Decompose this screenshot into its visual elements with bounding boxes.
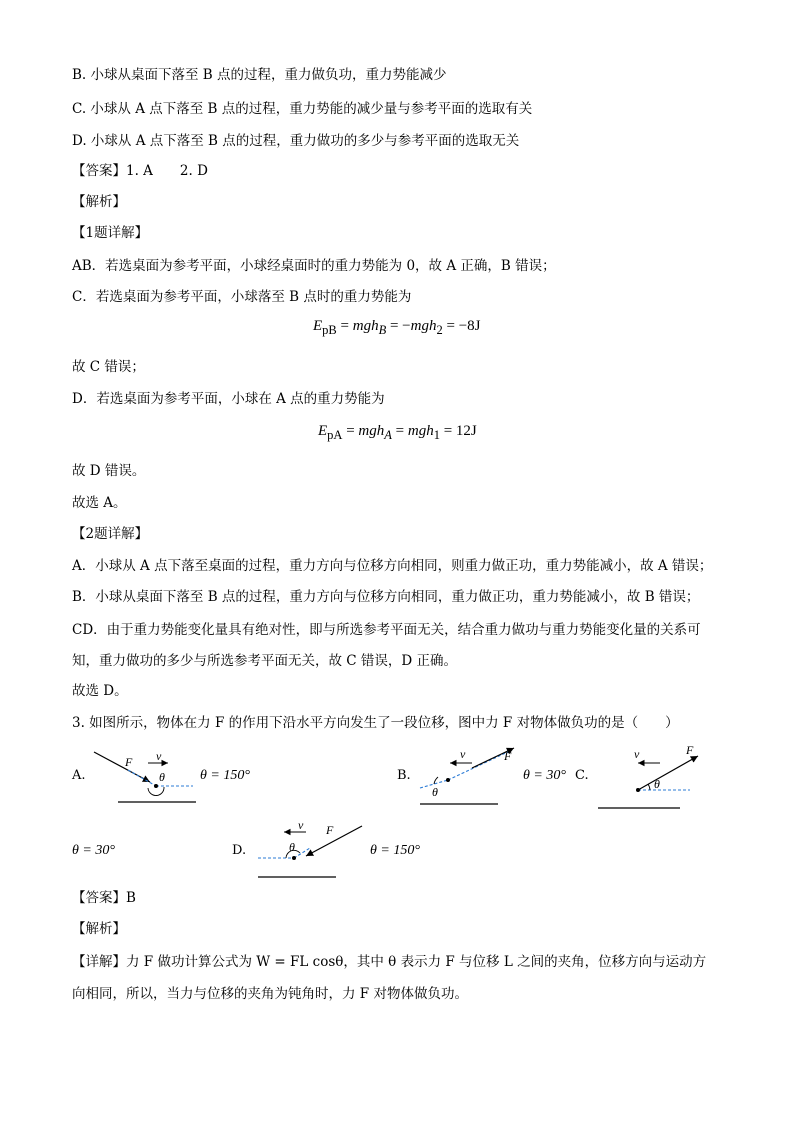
option-c-text: C. 小球从 A 点下落至 B 点的过程，重力势能的减少量与参考平面的选取有关: [72, 101, 533, 117]
q3-answer: 【答案】B: [72, 890, 136, 906]
q1-choice: 故选 A。: [72, 495, 127, 511]
figure-c-label: C.: [575, 768, 589, 783]
q1-ab-text: AB．若选桌面为参考平面，小球经桌面时的重力势能为 0，故 A 正确，B 错误；: [72, 258, 556, 274]
figure-a-label: A.: [72, 768, 86, 783]
figure-a-diagram: [88, 748, 203, 810]
figure-d-label: D.: [232, 843, 247, 858]
figure-b-diagram: [412, 744, 522, 810]
analysis-heading: 【解析】: [72, 194, 126, 210]
q2-cd-text-2: 知，重力做功的多少与所选参考平面无关，故 C 错误，D 正确。: [72, 653, 458, 669]
figure-c-diagram: [594, 742, 704, 812]
answer-line: 【答案】1. A 2. D: [72, 163, 208, 179]
q2-a-text: A．小球从 A 点下落至桌面的过程，重力方向与位移方向相同，则重力做正功，重力势能减小，故 A 错误；: [72, 558, 713, 574]
figure-d-force-symbol: F: [326, 823, 334, 837]
equation-epa: $E_{pA} = mgh_A = mgh_1 = 12J$: [318, 423, 477, 442]
figure-b-velocity-symbol: v: [460, 747, 466, 761]
q3-detail-text-1: 【详解】力 F 做功计算公式为 W = FL cosθ，其中 θ 表示力 F 与位移 L 之间的夹角，位移方向与运动方: [72, 954, 707, 970]
figure-b-angle: θ = 30°: [523, 768, 566, 783]
figure-b-label: B.: [397, 768, 411, 783]
q2-b-text: B．小球从桌面下落至 B 点的过程，重力方向与位移方向相同，重力做正功，重力势能减小，故 B 错误；: [72, 589, 700, 605]
q3-analysis-heading: 【解析】: [72, 921, 126, 937]
q1-detail-heading: 【1题详解】: [72, 225, 149, 241]
figure-c-velocity-symbol: v: [634, 747, 640, 761]
figure-b-force-symbol: F: [504, 749, 512, 763]
figure-c-angle: θ = 30°: [72, 843, 115, 858]
q2-cd-text-1: CD．由于重力势能变化量具有绝对性，即与所选参考平面无关，结合重力做功与重力势能变化量的关系可: [72, 622, 701, 638]
figure-a-velocity-symbol: v: [156, 749, 162, 763]
option-d-text: D. 小球从 A 点下落至 B 点的过程，重力做功的多少与参考平面的选取无关: [72, 133, 520, 149]
q3-detail-text-2: 向相同，所以，当力与位移的夹角为钝角时，力 F 对物体做负功。: [72, 986, 468, 1002]
figure-c-theta-symbol: θ: [654, 777, 660, 791]
figure-a-theta-symbol: θ: [159, 770, 165, 784]
q1-c-conclusion: 故 C 错误；: [72, 359, 145, 375]
q1-d-conclusion: 故 D 错误。: [72, 463, 146, 479]
q2-detail-heading: 【2题详解】: [72, 526, 149, 542]
figure-d-angle: θ = 150°: [370, 843, 420, 858]
option-b-text: B. 小球从桌面下落至 B 点的过程，重力做负功，重力势能减少: [72, 67, 447, 83]
q2-choice: 故选 D。: [72, 683, 128, 699]
figure-a-angle: θ = 150°: [200, 768, 250, 783]
figure-c-force-symbol: F: [686, 743, 694, 757]
q1-d-text: D．若选桌面为参考平面，小球在 A 点的重力势能为: [72, 391, 385, 407]
figure-a-force-symbol: F: [125, 755, 133, 769]
figure-b-theta-symbol: θ: [432, 785, 438, 799]
q1-c-text: C．若选桌面为参考平面，小球落至 B 点时的重力势能为: [72, 289, 412, 305]
figure-d-velocity-symbol: v: [298, 818, 304, 832]
figure-d-diagram: [254, 818, 372, 884]
figure-d-theta-symbol: θ: [289, 840, 295, 854]
equation-epb: $E_{pB} = mgh_B = -mgh_2 = -8J$: [313, 318, 481, 337]
question-3-text: 3. 如图所示，物体在力 F 的作用下沿水平方向发生了一段位移，图中力 F 对物体做负功的是（ ）: [72, 715, 679, 731]
